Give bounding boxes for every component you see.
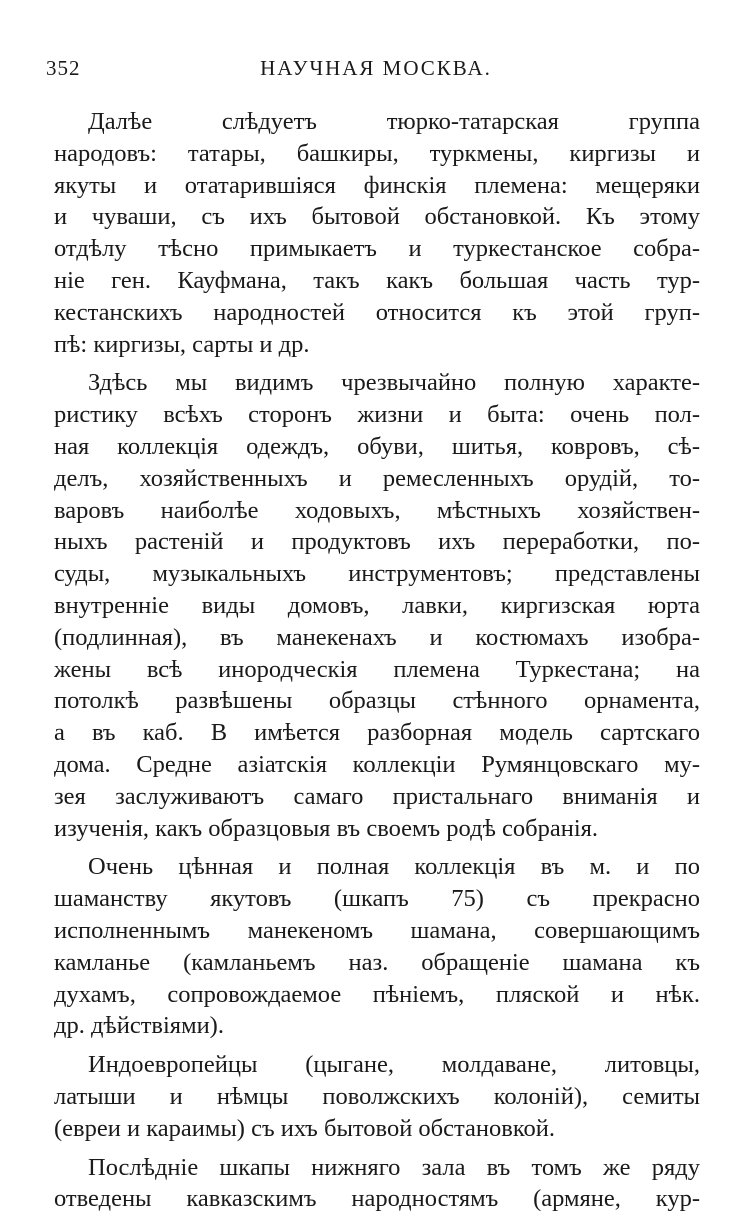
text-line: варовъ наиболѣе ходовыхъ, мѣстныхъ хозяйствен- <box>54 495 700 527</box>
text-line: внутренніе виды домовъ, лавки, киргизская юрта <box>54 590 700 622</box>
text-line: отдѣлу тѣсно примыкаетъ и туркестанское собра- <box>54 233 700 265</box>
text-line: Индоевропейцы (цыгане, молдаване, литовцы, <box>54 1049 700 1081</box>
page-header <box>46 52 706 86</box>
text-line: отведены кавказскимъ народностямъ (армяне, кур- <box>54 1183 700 1215</box>
text-line: шаманству якутовъ (шкапъ 75) съ прекрасно <box>54 883 700 915</box>
text-line: потолкѣ развѣшены образцы стѣнного орнамента, <box>54 685 700 717</box>
text-line: Далѣе слѣдуетъ тюрко-татарская группа <box>54 106 700 138</box>
text-line: ніе ген. Кауфмана, такъ какъ большая часть тур- <box>54 265 700 297</box>
text-line: и чуваши, съ ихъ бытовой обстановкой. Къ этому <box>54 201 700 233</box>
paragraph <box>54 851 700 1042</box>
text-line: камланье (камланьемъ наз. обращеніе шамана къ <box>54 947 700 979</box>
text-line: изученія, какъ образцовыя въ своемъ родѣ собранія. <box>54 813 700 845</box>
paragraph <box>54 367 700 844</box>
text-line: якуты и отатарившіяся финскія племена: мещеряки <box>54 170 700 202</box>
running-title: НАУЧНАЯ МОСКВА. <box>46 56 706 81</box>
text-line: суды, музыкальныхъ инструментовъ; представлены <box>54 558 700 590</box>
paragraph-gap <box>54 1145 700 1152</box>
text-line: дома. Средне азіатскія коллекціи Румянцовскаго му- <box>54 749 700 781</box>
text-line: жены всѣ инородческія племена Туркестана; на <box>54 654 700 686</box>
paragraph <box>54 1049 700 1144</box>
text-line: зея заслуживаютъ самаго пристальнаго вниманія и <box>54 781 700 813</box>
paragraph <box>54 106 700 360</box>
text-line: а въ каб. В имѣется разборная модель сартскаго <box>54 717 700 749</box>
text-line: латыши и нѣмцы поволжскихъ колоній), семиты <box>54 1081 700 1113</box>
paragraph <box>54 1152 700 1215</box>
text-line: (подлинная), въ манекенахъ и костюмахъ изобра- <box>54 622 700 654</box>
page-number: 352 <box>46 56 81 81</box>
text-line: ристику всѣхъ сторонъ жизни и быта: очень пол- <box>54 399 700 431</box>
paragraph-gap <box>54 360 700 367</box>
text-line: др. дѣйствіями). <box>54 1010 700 1042</box>
text-line: духамъ, сопровождаемое пѣніемъ, пляской и нѣк. <box>54 979 700 1011</box>
text-line: исполненнымъ манекеномъ шамана, совершающимъ <box>54 915 700 947</box>
text-line: (евреи и караимы) съ ихъ бытовой обстановкой. <box>54 1113 700 1145</box>
text-line: Очень цѣнная и полная коллекція въ м. и по <box>54 851 700 883</box>
text-line: народовъ: татары, башкиры, туркмены, киргизы и <box>54 138 700 170</box>
text-line: кестанскихъ народностей относится къ этой груп- <box>54 297 700 329</box>
text-line: пѣ: киргизы, сарты и др. <box>54 329 700 361</box>
paragraph-gap <box>54 1042 700 1049</box>
text-line: ная коллекція одеждъ, обуви, шитья, ковровъ, сѣ- <box>54 431 700 463</box>
paragraph-gap <box>54 844 700 851</box>
text-line: Послѣдніе шкапы нижняго зала въ томъ же ряду <box>54 1152 700 1184</box>
text-line: ныхъ растеній и продуктовъ ихъ переработки, по- <box>54 526 700 558</box>
text-line: делъ, хозяйственныхъ и ремесленныхъ орудій, то- <box>54 463 700 495</box>
text-line: Здѣсь мы видимъ чрезвычайно полную характе- <box>54 367 700 399</box>
body-text <box>54 106 700 1215</box>
